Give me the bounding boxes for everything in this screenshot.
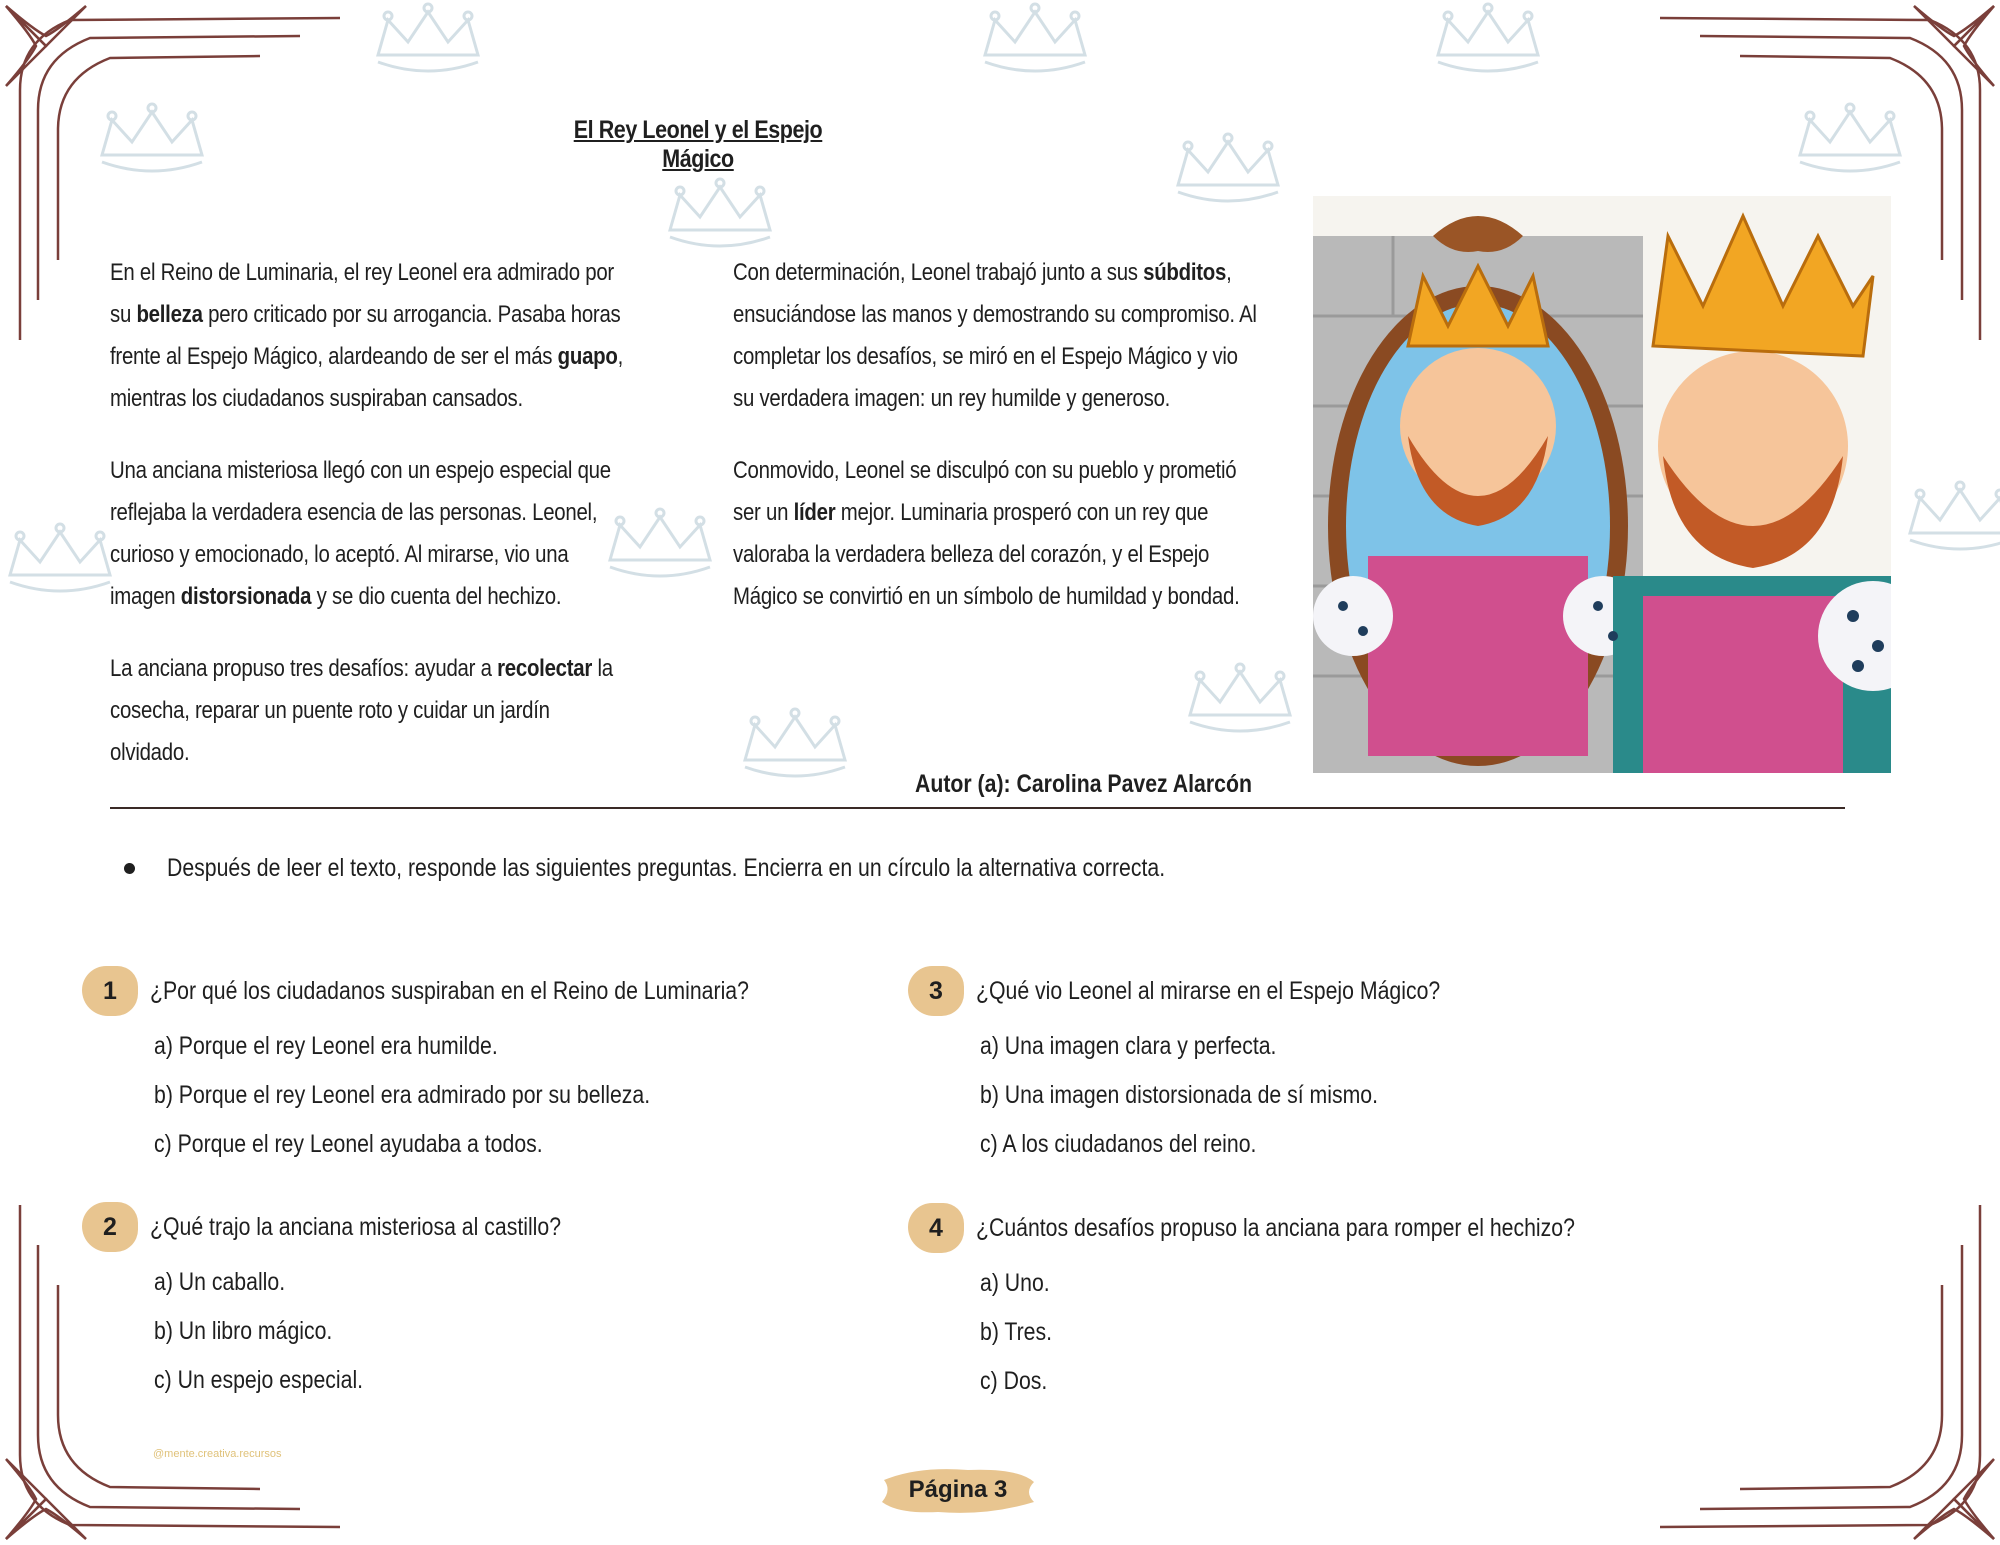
story-line: Mágico se convirtió en un símbolo de humildad y bondad. <box>733 583 1240 610</box>
key-word: guapo <box>557 343 618 370</box>
crown-icon <box>1428 0 1548 80</box>
answer-option[interactable]: b) Una imagen distorsionada de sí mismo. <box>980 1081 1379 1109</box>
crown-icon <box>92 100 212 180</box>
story-line: Conmovido, Leonel se disculpó con su pueblo y prometió <box>733 457 1237 484</box>
story-line: reflejaba la verdadera esencia de las personas. Leonel, <box>110 499 598 526</box>
question-text: ¿Por qué los ciudadanos suspiraban en el Reino de Luminaria? <box>150 976 749 1005</box>
story-column-left <box>110 252 670 804</box>
story-paragraph <box>733 450 1293 618</box>
question-4 <box>908 1203 1681 1406</box>
question-3 <box>908 966 1522 1169</box>
story-title: El Rey Leonel y el Espejo Mágico <box>573 116 823 173</box>
answer-option[interactable]: a) Porque el rey Leonel era humilde. <box>154 1032 498 1060</box>
story-paragraph <box>733 252 1293 420</box>
king-mirror-illustration <box>1313 196 1891 773</box>
question-number-badge: 1 <box>82 966 138 1016</box>
question-text: ¿Qué trajo la anciana misteriosa al castillo? <box>150 1212 562 1241</box>
question-number-badge: 2 <box>82 1202 138 1252</box>
story-paragraph <box>110 252 670 420</box>
key-word: distorsionada <box>180 583 312 610</box>
story-line: frente al Espejo Mágico, alardeando de ser el más guapo, <box>110 343 624 370</box>
story-line: ensuciándose las manos y demostrando su compromiso. Al <box>733 301 1257 328</box>
key-word: recolectar <box>497 655 593 682</box>
source-credit: @mente.creativa.recursos <box>153 1448 282 1460</box>
story-line: completar los desafíos, se miró en el Espejo Mágico y vio <box>733 343 1238 370</box>
story-line: imagen distorsionada y se dio cuenta del hechizo. <box>110 583 562 610</box>
question-number-badge: 3 <box>908 966 964 1016</box>
key-word: súbditos <box>1143 259 1227 286</box>
story-line: La anciana propuso tres desafíos: ayudar a recolectar la <box>110 655 613 682</box>
author-credit: Autor (a): Carolina Pavez Alarcón <box>915 770 1252 798</box>
answer-option[interactable]: a) Un caballo. <box>154 1268 286 1296</box>
answer-option[interactable]: c) A los ciudadanos del reino. <box>980 1130 1257 1158</box>
answer-option[interactable]: c) Dos. <box>980 1367 1048 1395</box>
story-line: En el Reino de Luminaria, el rey Leonel era admirado por <box>110 259 614 286</box>
crown-icon <box>0 520 120 600</box>
story-line: su verdadera imagen: un rey humilde y generoso. <box>733 385 1171 412</box>
key-word: líder <box>793 499 836 526</box>
story-line: su belleza pero criticado por su arrogancia. Pasaba horas <box>110 301 621 328</box>
story-line: cosecha, reparar un puente roto y cuidar un jardín <box>110 697 550 724</box>
key-word: belleza <box>136 301 203 328</box>
crown-icon <box>1168 130 1288 210</box>
crown-icon <box>735 705 855 785</box>
story-paragraph <box>110 450 670 618</box>
crown-icon <box>1900 478 2000 558</box>
answer-option[interactable]: a) Una imagen clara y perfecta. <box>980 1032 1277 1060</box>
question-number-badge: 4 <box>908 1203 964 1253</box>
story-column-right <box>733 252 1293 648</box>
question-text: ¿Cuántos desafíos propuso la anciana para romper el hechizo? <box>976 1213 1575 1242</box>
story-line: curioso y emocionado, lo aceptó. Al mirarse, vio una <box>110 541 569 568</box>
question-text: ¿Qué vio Leonel al mirarse en el Espejo Mágico? <box>976 976 1441 1005</box>
story-line: olvidado. <box>110 739 190 766</box>
crown-icon <box>1180 660 1300 740</box>
story-paragraph <box>110 648 670 774</box>
answer-option[interactable]: c) Porque el rey Leonel ayudaba a todos. <box>154 1130 543 1158</box>
answer-option[interactable]: b) Un libro mágico. <box>154 1317 333 1345</box>
crown-icon <box>368 0 488 80</box>
answer-option[interactable]: b) Tres. <box>980 1318 1053 1346</box>
page-number: Página 3 <box>908 1476 1008 1503</box>
instruction <box>120 854 1341 883</box>
crown-icon <box>660 175 780 255</box>
story-line: mientras los ciudadanos suspiraban cansados. <box>110 385 523 412</box>
story-line: valoraba la verdadera belleza del corazón, y el Espejo <box>733 541 1210 568</box>
story-line: Con determinación, Leonel trabajó junto a sus súbditos, <box>733 259 1232 286</box>
bullet-icon <box>124 863 135 874</box>
crown-icon <box>975 0 1095 80</box>
instruction-text: Después de leer el texto, responde las siguientes preguntas. Encierra en un círculo la alternativa correcta. <box>167 854 1166 882</box>
question-2 <box>82 1202 634 1405</box>
story-line: ser un líder mejor. Luminaria prosperó con un rey que <box>733 499 1209 526</box>
answer-option[interactable]: c) Un espejo especial. <box>154 1366 364 1394</box>
answer-option[interactable]: a) Uno. <box>980 1269 1050 1297</box>
crown-icon <box>1790 100 1910 180</box>
story-line: Una anciana misteriosa llegó con un espejo especial que <box>110 457 611 484</box>
question-1 <box>82 966 855 1169</box>
page-number-tag <box>878 1462 1038 1518</box>
section-divider <box>110 807 1845 809</box>
answer-option[interactable]: b) Porque el rey Leonel era admirado por su belleza. <box>154 1081 651 1109</box>
